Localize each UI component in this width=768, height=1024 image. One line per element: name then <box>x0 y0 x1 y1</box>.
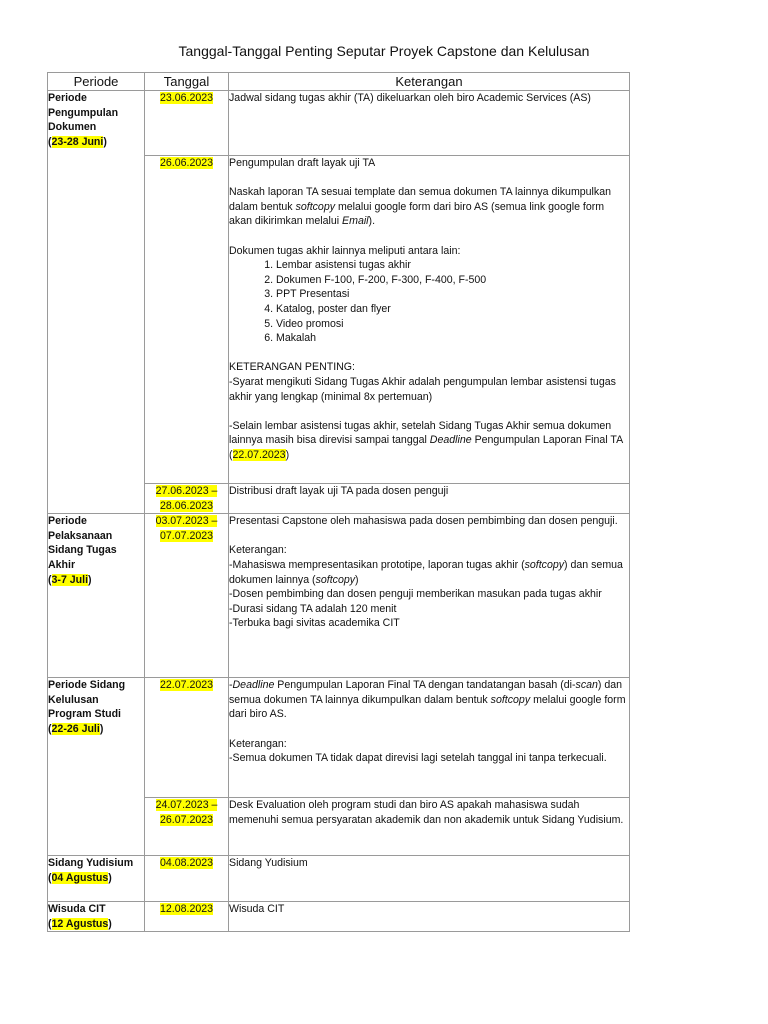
period-label: Periode Sidang Kelulusan Program Studi <box>48 679 126 721</box>
desc-cell: Distribusi draft layak uji TA pada dosen penguji <box>229 484 630 514</box>
date-highlight: 27.06.2023 – 28.06.2023 <box>155 485 218 512</box>
date-highlight: 12.08.2023 <box>159 903 214 916</box>
period-label: Sidang Yudisium <box>48 857 134 870</box>
date-highlight: 24.07.2023 – 26.07.2023 <box>155 799 218 826</box>
important-note: -Syarat mengikuti Sidang Tugas Akhir adalah pengumpulan lembar asistensi tugas akhir yang lengkap (minimal 8x pertemuan) <box>229 375 616 403</box>
date-cell <box>145 856 229 902</box>
date-highlight: 23.06.2023 <box>159 92 214 104</box>
period-label: Periode Pelaksanaan Sidang Tugas Akhir <box>48 515 117 571</box>
list-item: 2. Dokumen F-100, F-200, F-300, F-400, F-500 <box>276 273 629 288</box>
period-range: (12 Agustus) <box>48 917 112 930</box>
desc-note: -Terbuka bagi sivitas academika CIT <box>229 617 400 630</box>
desc-note: -Dosen pembimbing dan dosen penguji memberikan masukan pada tugas akhir <box>229 588 602 601</box>
date-cell <box>145 91 229 156</box>
desc-note: -Mahasiswa mempresentasikan prototipe, laporan tugas akhir (softcopy) dan semua dokumen lainnya (softcopy) <box>229 558 623 586</box>
header-tanggal: Tanggal <box>145 73 229 91</box>
desc-line: Presentasi Capstone oleh mahasiswa pada dosen pembimbing dan dosen penguji. <box>229 515 618 528</box>
desc-cell: Jadwal sidang tugas akhir (TA) dikeluarkan oleh biro Academic Services (AS) <box>229 91 630 156</box>
date-cell <box>145 902 229 932</box>
desc-cell <box>229 514 630 678</box>
desc-cell <box>229 678 630 798</box>
table-row <box>48 856 630 902</box>
period-cell-yudisium <box>48 856 145 902</box>
date-cell <box>145 678 229 798</box>
table-row <box>48 678 630 798</box>
date-cell <box>145 156 229 484</box>
period-cell-sidang-ta <box>48 514 145 678</box>
period-range: (23-28 Juni) <box>48 135 107 148</box>
date-highlight: 22.07.2023 <box>159 679 214 692</box>
desc-paragraph: -Deadline Pengumpulan Laporan Final TA dengan tandatangan basah (di-scan) dan semua dokumen TA lainnya dikumpulkan dalam bentuk softcopy melalui google form dari biro AS. <box>229 679 626 721</box>
desc-line: Pengumpulan draft layak uji TA <box>229 157 376 169</box>
table-row <box>48 91 630 156</box>
date-highlight: 04.08.2023 <box>159 857 214 870</box>
table-row <box>48 514 630 678</box>
list-item: 5. Video promosi <box>276 317 629 332</box>
desc-note: -Durasi sidang TA adalah 120 menit <box>229 602 397 615</box>
table-row <box>48 902 630 932</box>
date-highlight: 26.06.2023 <box>159 157 214 169</box>
period-range: (22-26 Juli) <box>48 722 104 735</box>
header-periode: Periode <box>48 73 145 91</box>
period-range: (04 Agustus) <box>48 871 112 884</box>
schedule-table <box>47 72 630 932</box>
desc-note-heading: Keterangan: <box>229 737 287 750</box>
list-item: 4. Katalog, poster dan flyer <box>276 302 629 317</box>
list-item: 3. PPT Presentasi <box>276 287 629 302</box>
desc-note: -Semua dokumen TA tidak dapat direvisi lagi setelah tanggal ini tanpa terkecuali. <box>229 752 607 765</box>
desc-cell: Wisuda CIT <box>229 902 630 932</box>
date-cell <box>145 484 229 514</box>
period-cell-kelulusan <box>48 678 145 856</box>
desc-cell: Sidang Yudisium <box>229 856 630 902</box>
period-label: Periode Pengumpulan Dokumen <box>48 92 119 134</box>
period-range: (3-7 Juli) <box>48 573 92 586</box>
list-item: 1. Lembar asistensi tugas akhir <box>276 258 629 273</box>
period-label: Wisuda CIT <box>48 903 106 916</box>
important-note: -Selain lembar asistensi tugas akhir, setelah Sidang Tugas Akhir semua dokumen lainnya masih bisa direvisi sampai tanggal Deadline Pengumpulan Laporan Final TA (22.07.2023) <box>229 419 623 461</box>
document-title: Tanggal-Tanggal Penting Seputar Proyek Capstone dan Kelulusan <box>178 43 590 59</box>
desc-paragraph: Naskah laporan TA sesuai template dan semua dokumen TA lainnya dikumpulkan dalam bentuk softcopy melalui google form dari biro AS (semua link google form akan dikirimkan melalui Email). <box>229 186 611 228</box>
important-heading: KETERANGAN PENTING: <box>229 361 355 374</box>
date-cell <box>145 798 229 856</box>
period-cell-wisuda <box>48 902 145 932</box>
desc-cell <box>229 156 630 484</box>
desc-cell: Desk Evaluation oleh program studi dan biro AS apakah mahasiswa sudah memenuhi semua persyaratan akademik dan non akademik untuk Sidang Yudisium. <box>229 798 630 856</box>
period-cell-pengumpulan <box>48 91 145 514</box>
list-item: 6. Makalah <box>276 331 629 346</box>
docs-list <box>229 258 629 346</box>
docs-intro: Dokumen tugas akhir lainnya meliputi antara lain: <box>229 244 461 257</box>
date-cell <box>145 514 229 678</box>
desc-note-heading: Keterangan: <box>229 544 287 557</box>
header-keterangan: Keterangan <box>229 73 630 91</box>
table-header-row <box>48 73 630 91</box>
date-highlight: 03.07.2023 – 07.07.2023 <box>155 515 218 542</box>
